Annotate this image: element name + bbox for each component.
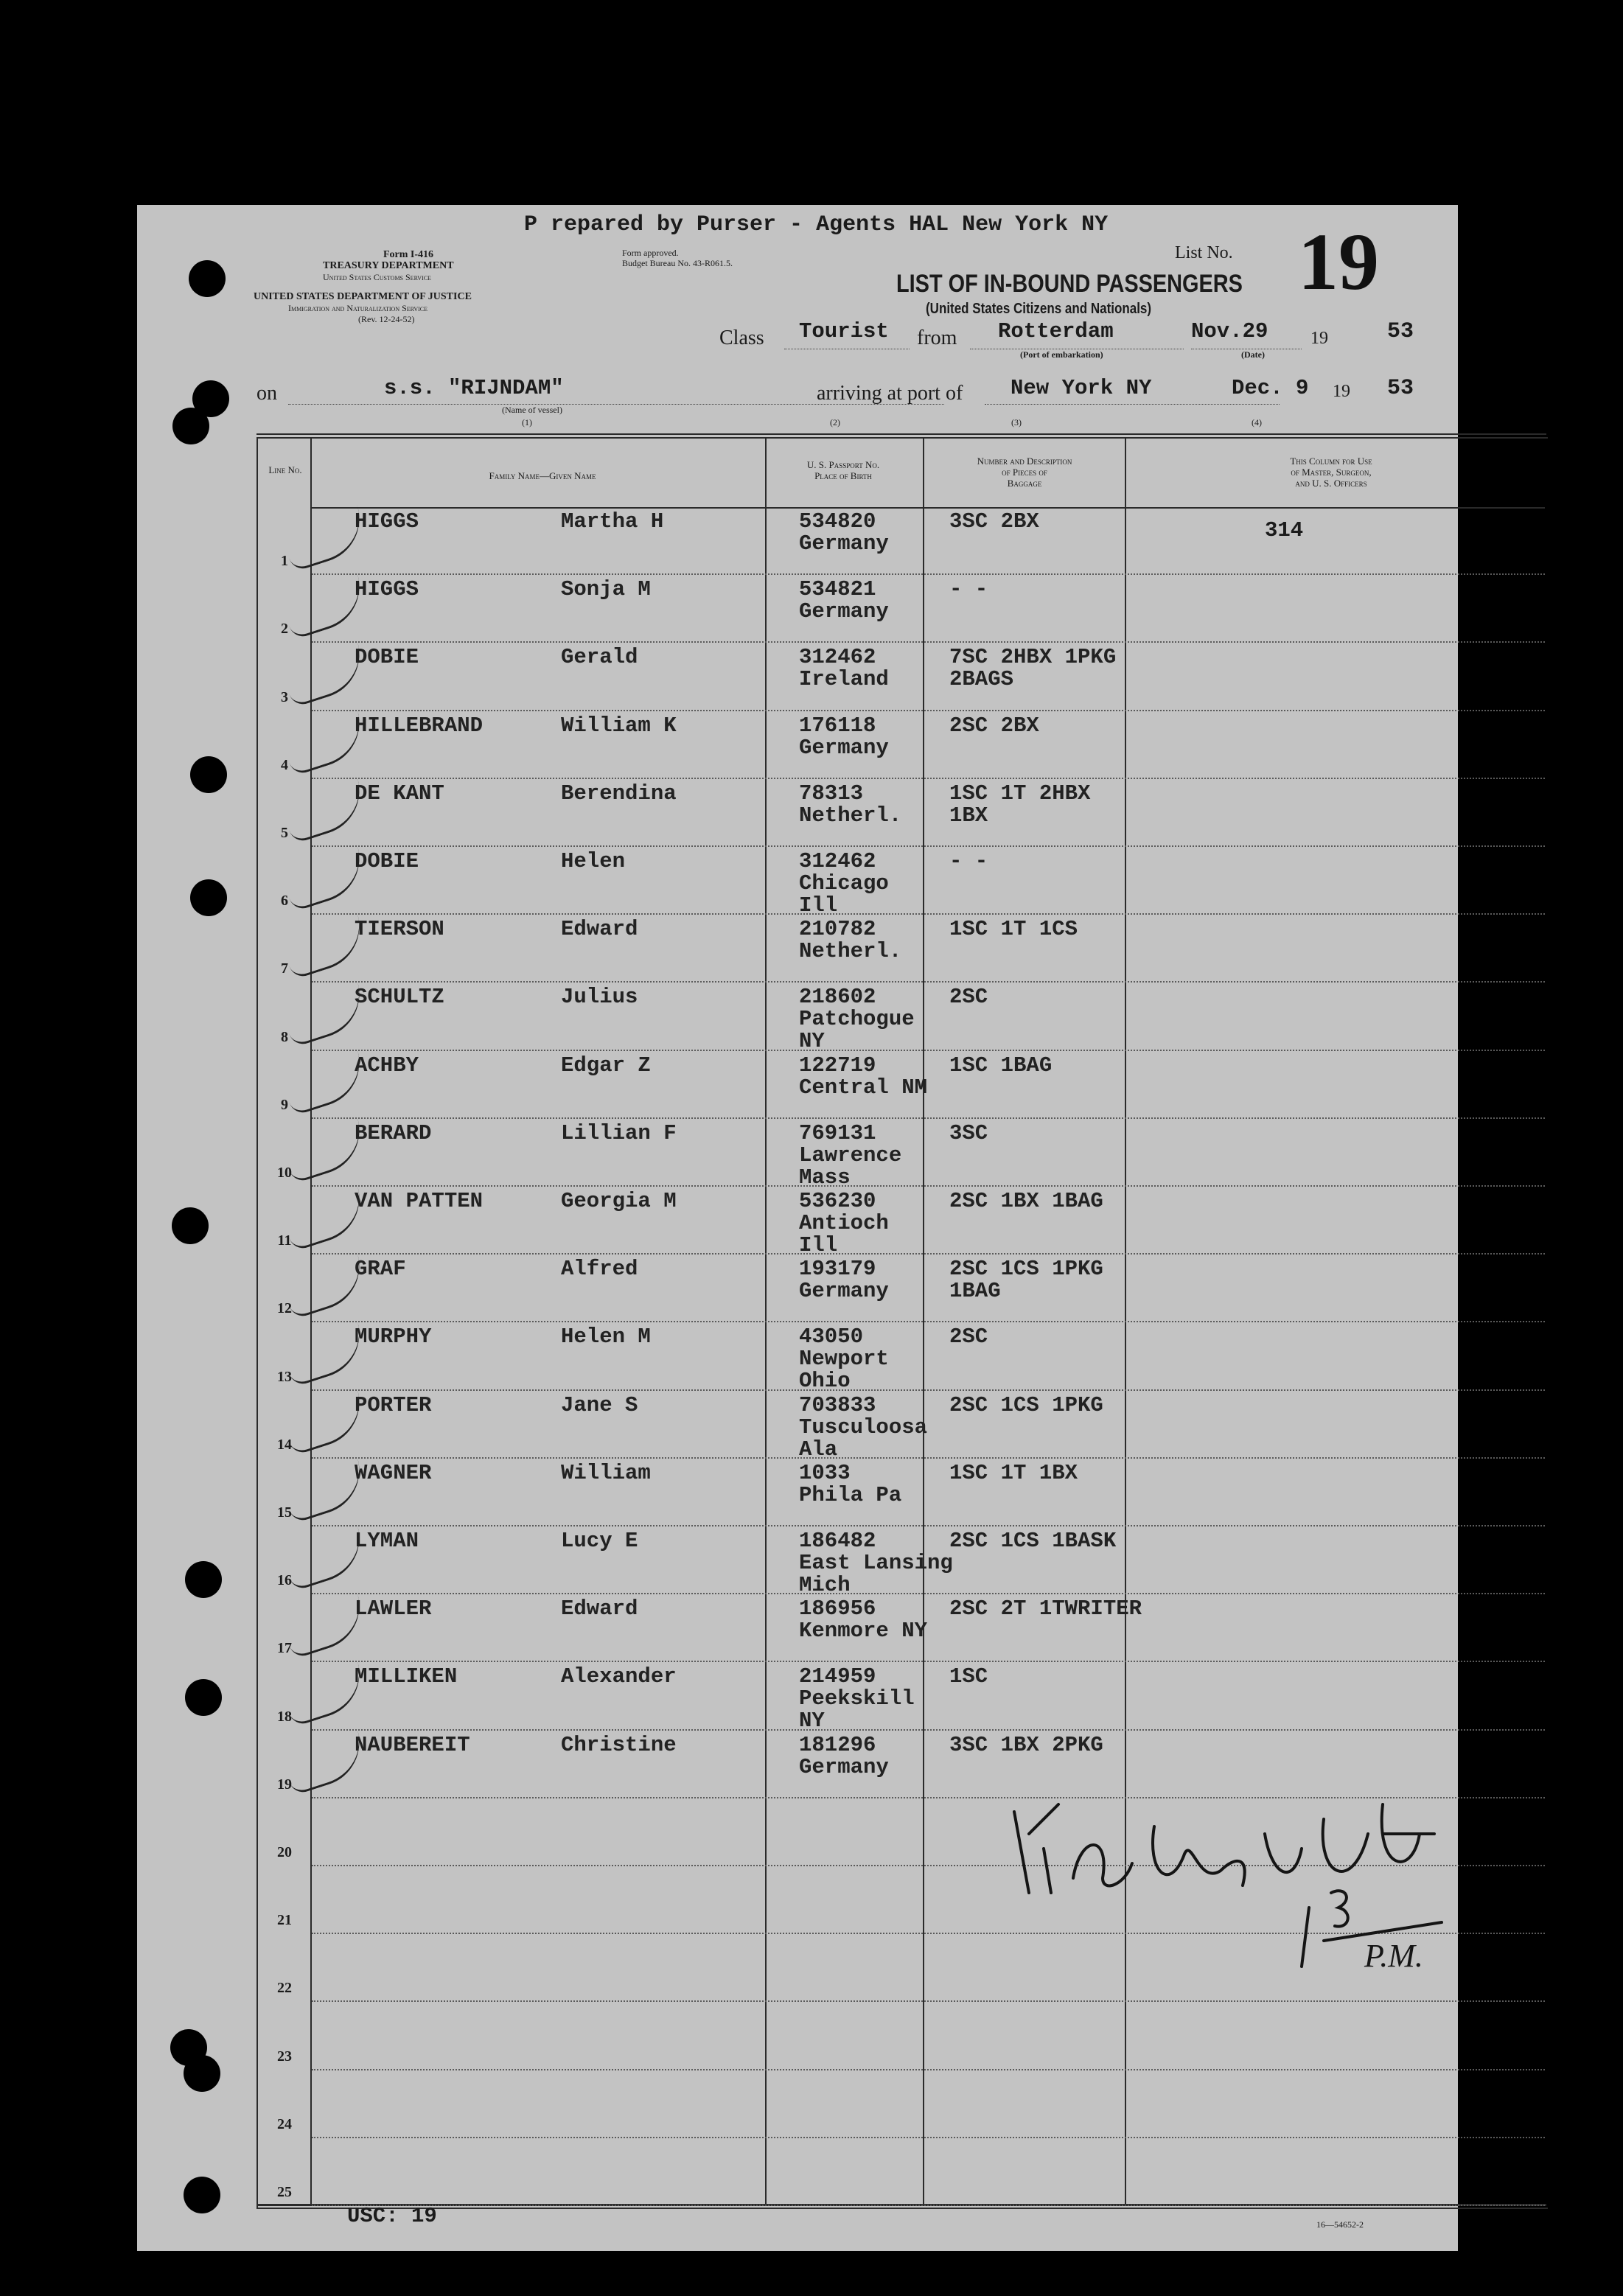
- passport-number: 43050: [799, 1325, 864, 1350]
- binder-hole: [185, 1679, 222, 1716]
- passport-number: 534821: [799, 577, 876, 602]
- family-name: NAUBEREIT: [355, 1732, 470, 1757]
- arrival-date: Dec. 9: [1232, 376, 1309, 400]
- passport-number: 181296: [799, 1732, 876, 1757]
- arrival-year: 53: [1387, 376, 1414, 401]
- col-num-2: (2): [830, 417, 840, 428]
- baggage-description: 2SC: [949, 1325, 988, 1350]
- ins-label: Immigration and Naturalization Service: [288, 303, 428, 313]
- given-name: Gerald: [561, 645, 638, 670]
- place-of-birth: East Lansing Mich: [799, 1551, 953, 1597]
- passport-number: 218602: [799, 985, 876, 1010]
- line-number: 18: [277, 1708, 292, 1725]
- line-number: 2: [281, 621, 288, 638]
- given-name: Edgar Z: [561, 1053, 651, 1078]
- svg-text:P.M.: P.M.: [1364, 1938, 1423, 1974]
- place-of-birth: Germany: [799, 735, 889, 760]
- binder-hole: [185, 1561, 222, 1598]
- line-number: 17: [277, 1640, 292, 1657]
- binder-hole: [172, 408, 209, 444]
- place-of-birth: Newport Ohio: [799, 1347, 889, 1394]
- vessel-name: s.s. "RIJNDAM": [384, 376, 564, 400]
- passenger-manifest-sheet: [137, 205, 1458, 2251]
- family-name: TIERSON: [355, 917, 444, 942]
- col-num-3: (3): [1011, 417, 1022, 428]
- family-name: WAGNER: [355, 1460, 432, 1485]
- port-of-embarkation: Rotterdam: [998, 319, 1114, 343]
- baggage-description: - -: [949, 577, 988, 602]
- place-of-birth: Ireland: [799, 667, 889, 692]
- line-number: 25: [277, 2184, 292, 2200]
- given-name: Sonja M: [561, 577, 651, 602]
- baggage-description: 2SC 1CS 1PKG 1BAG: [949, 1257, 1103, 1304]
- given-name: William: [561, 1460, 651, 1485]
- list-no-value: 19: [1298, 217, 1379, 307]
- embark-date: Nov.29: [1191, 319, 1268, 343]
- given-name: Jane S: [561, 1392, 638, 1417]
- line-number: 15: [277, 1504, 292, 1521]
- year-prefix: 19: [1310, 329, 1328, 348]
- arriving-label: arriving at port of: [817, 382, 963, 405]
- date-caption: (Date): [1241, 349, 1265, 360]
- baggage-description: 2SC 2BX: [949, 713, 1039, 738]
- class-label: Class: [719, 327, 764, 349]
- line-number: 12: [277, 1300, 292, 1317]
- binder-hole: [184, 2055, 220, 2092]
- family-name: ACHBY: [355, 1053, 419, 1078]
- binder-hole: [172, 1207, 209, 1244]
- form-approved: Form approved.: [622, 248, 679, 258]
- place-of-birth: Phila Pa: [799, 1482, 902, 1507]
- place-of-birth: Kenmore NY: [799, 1619, 928, 1644]
- given-name: Lucy E: [561, 1529, 638, 1553]
- baggage-description: 1SC 1T 1CS: [949, 917, 1078, 942]
- place-of-birth: Germany: [799, 599, 889, 624]
- binder-hole: [190, 879, 227, 916]
- place-of-birth: Peekskill NY: [799, 1686, 915, 1734]
- place-of-birth: Netherl.: [799, 803, 902, 828]
- page-subtitle: (United States Citizens and Nationals): [926, 301, 1152, 317]
- place-of-birth: Germany: [799, 1279, 889, 1304]
- budget-bureau: Budget Bureau No. 43-R061.5.: [622, 258, 733, 268]
- class-value: Tourist: [799, 319, 889, 343]
- passport-number: 122719: [799, 1053, 876, 1078]
- line-number: 20: [277, 1844, 292, 1860]
- list-no-label: List No.: [1175, 243, 1233, 262]
- baggage-description: - -: [949, 849, 988, 873]
- binder-hole: [189, 260, 226, 297]
- col-header-name: Family Name—Given Name: [489, 470, 596, 481]
- baggage-description: 2SC 1BX 1BAG: [949, 1189, 1103, 1213]
- place-of-birth: Chicago Ill: [799, 871, 889, 918]
- place-of-birth: Lawrence Mass: [799, 1142, 902, 1190]
- passport-number: 214959: [799, 1664, 876, 1689]
- line-number: 11: [277, 1232, 292, 1249]
- given-name: Christine: [561, 1732, 677, 1757]
- given-name: Julius: [561, 985, 638, 1010]
- line-number: 1: [281, 553, 288, 570]
- passport-number: 176118: [799, 713, 876, 738]
- given-name: Helen: [561, 849, 626, 873]
- col-header-line-no: Line No.: [268, 464, 302, 475]
- baggage-description: 2SC 2T 1TWRITER: [949, 1597, 1142, 1622]
- line-number: 22: [277, 1980, 292, 1997]
- treasury-label: TREASURY DEPARTMENT: [323, 260, 454, 271]
- passport-number: 210782: [799, 917, 876, 942]
- line-number: 7: [281, 960, 288, 977]
- family-name: DOBIE: [355, 849, 419, 873]
- family-name: HIGGS: [355, 577, 419, 602]
- family-name: SCHULTZ: [355, 985, 444, 1010]
- passport-number: 534820: [799, 509, 876, 534]
- time-note-mark: [1294, 1878, 1464, 1981]
- baggage-description: 3SC 2BX: [949, 509, 1039, 534]
- col-header-officers: This Column for Use of Master, Surgeon, and U. S. Officers: [1290, 456, 1372, 489]
- doj-label: UNITED STATES DEPARTMENT OF JUSTICE: [254, 291, 472, 302]
- baggage-description: 2SC 1CS 1BASK: [949, 1529, 1117, 1553]
- baggage-description: 1SC 1BAG: [949, 1053, 1053, 1078]
- from-label: from: [917, 327, 957, 349]
- place-of-birth: Patchogue NY: [799, 1007, 915, 1054]
- passport-number: 78313: [799, 781, 864, 806]
- port-caption: (Port of embarkation): [1020, 349, 1103, 360]
- place-of-birth: Germany: [799, 1754, 889, 1779]
- binder-hole: [184, 2177, 220, 2213]
- officer-mark: 314: [1265, 518, 1304, 542]
- given-name: Alfred: [561, 1257, 638, 1282]
- baggage-description: 2SC: [949, 985, 988, 1010]
- rev-label: (Rev. 12-24-52): [358, 314, 415, 324]
- passport-number: 312462: [799, 645, 876, 670]
- on-label: on: [256, 382, 277, 405]
- line-number: 3: [281, 688, 288, 705]
- family-name: MURPHY: [355, 1325, 432, 1350]
- line-number: 13: [277, 1368, 292, 1385]
- signature-text: [1036, 1959, 1041, 1960]
- print-code: 16—54652-2: [1316, 2219, 1364, 2230]
- place-of-birth: Antioch Ill: [799, 1211, 889, 1257]
- given-name: Edward: [561, 1597, 638, 1622]
- given-name: Georgia M: [561, 1189, 677, 1213]
- given-name: Edward: [561, 917, 638, 942]
- form-id: Form I-416: [383, 249, 434, 260]
- family-name: BERARD: [355, 1120, 432, 1145]
- family-name: VAN PATTEN: [355, 1189, 484, 1213]
- place-of-birth: Tusculoosa Ala: [799, 1414, 928, 1462]
- passport-number: 186482: [799, 1529, 876, 1553]
- baggage-description: 1SC 1T 1BX: [949, 1460, 1078, 1485]
- baggage-description: 7SC 2HBX 1PKG 2BAGS: [949, 645, 1117, 692]
- passport-number: 703833: [799, 1392, 876, 1417]
- passport-number: 193179: [799, 1257, 876, 1282]
- place-of-birth: Central NM: [799, 1075, 928, 1100]
- year-prefix-2: 19: [1333, 382, 1350, 401]
- col-num-4: (4): [1252, 417, 1262, 428]
- binder-hole: [190, 756, 227, 793]
- place-of-birth: Germany: [799, 531, 889, 556]
- family-name: LYMAN: [355, 1529, 419, 1553]
- baggage-description: 2SC 1CS 1PKG: [949, 1392, 1103, 1417]
- passport-number: 186956: [799, 1597, 876, 1622]
- customs-label: United States Customs Service: [323, 272, 431, 282]
- given-name: Alexander: [561, 1664, 677, 1689]
- baggage-description: 3SC 1BX 2PKG: [949, 1732, 1103, 1757]
- given-name: William K: [561, 713, 677, 738]
- arrival-port: New York NY: [1011, 376, 1152, 400]
- family-name: PORTER: [355, 1392, 432, 1417]
- given-name: Helen M: [561, 1325, 651, 1350]
- line-number: 6: [281, 893, 288, 910]
- family-name: HIGGS: [355, 509, 419, 534]
- line-number: 5: [281, 825, 288, 841]
- prepared-by-note: P repared by Purser - Agents HAL New York NY: [524, 212, 1109, 237]
- line-number: 24: [277, 2115, 292, 2132]
- line-number: 21: [277, 1912, 292, 1929]
- col-header-baggage: Number and Description of Pieces of Baggage: [977, 456, 1072, 489]
- line-number: 19: [277, 1776, 292, 1793]
- baggage-description: 1SC: [949, 1664, 988, 1689]
- family-name: DE KANT: [355, 781, 444, 806]
- year-value: 53: [1387, 319, 1414, 344]
- line-number: 16: [277, 1572, 292, 1589]
- line-number: 9: [281, 1096, 288, 1113]
- page-title: LIST OF IN-BOUND PASSENGERS: [896, 270, 1243, 298]
- vessel-col-num: (1): [522, 417, 532, 428]
- given-name: Lillian F: [561, 1120, 677, 1145]
- given-name: Berendina: [561, 781, 677, 806]
- line-number: 4: [281, 756, 288, 773]
- given-name: Martha H: [561, 509, 664, 534]
- passport-number: 769131: [799, 1120, 876, 1145]
- line-number: 10: [277, 1165, 292, 1181]
- family-name: MILLIKEN: [355, 1664, 458, 1689]
- line-number: 14: [277, 1436, 292, 1453]
- line-number: 23: [277, 2048, 292, 2065]
- passport-number: 536230: [799, 1189, 876, 1213]
- passport-number: 1033: [799, 1460, 851, 1485]
- vessel-caption: (Name of vessel): [502, 405, 562, 415]
- usc-count: USC: 19: [347, 2204, 437, 2228]
- place-of-birth: Netherl.: [799, 939, 902, 964]
- col-header-passport: U. S. Passport No. Place of Birth: [806, 459, 880, 481]
- family-name: GRAF: [355, 1257, 406, 1282]
- passport-number: 312462: [799, 849, 876, 873]
- family-name: LAWLER: [355, 1597, 432, 1622]
- line-number: 8: [281, 1028, 288, 1045]
- family-name: HILLEBRAND: [355, 713, 484, 738]
- baggage-description: 1SC 1T 2HBX 1BX: [949, 781, 1091, 828]
- baggage-description: 3SC: [949, 1120, 988, 1145]
- time-note-text: [1331, 1959, 1334, 1960]
- family-name: DOBIE: [355, 645, 419, 670]
